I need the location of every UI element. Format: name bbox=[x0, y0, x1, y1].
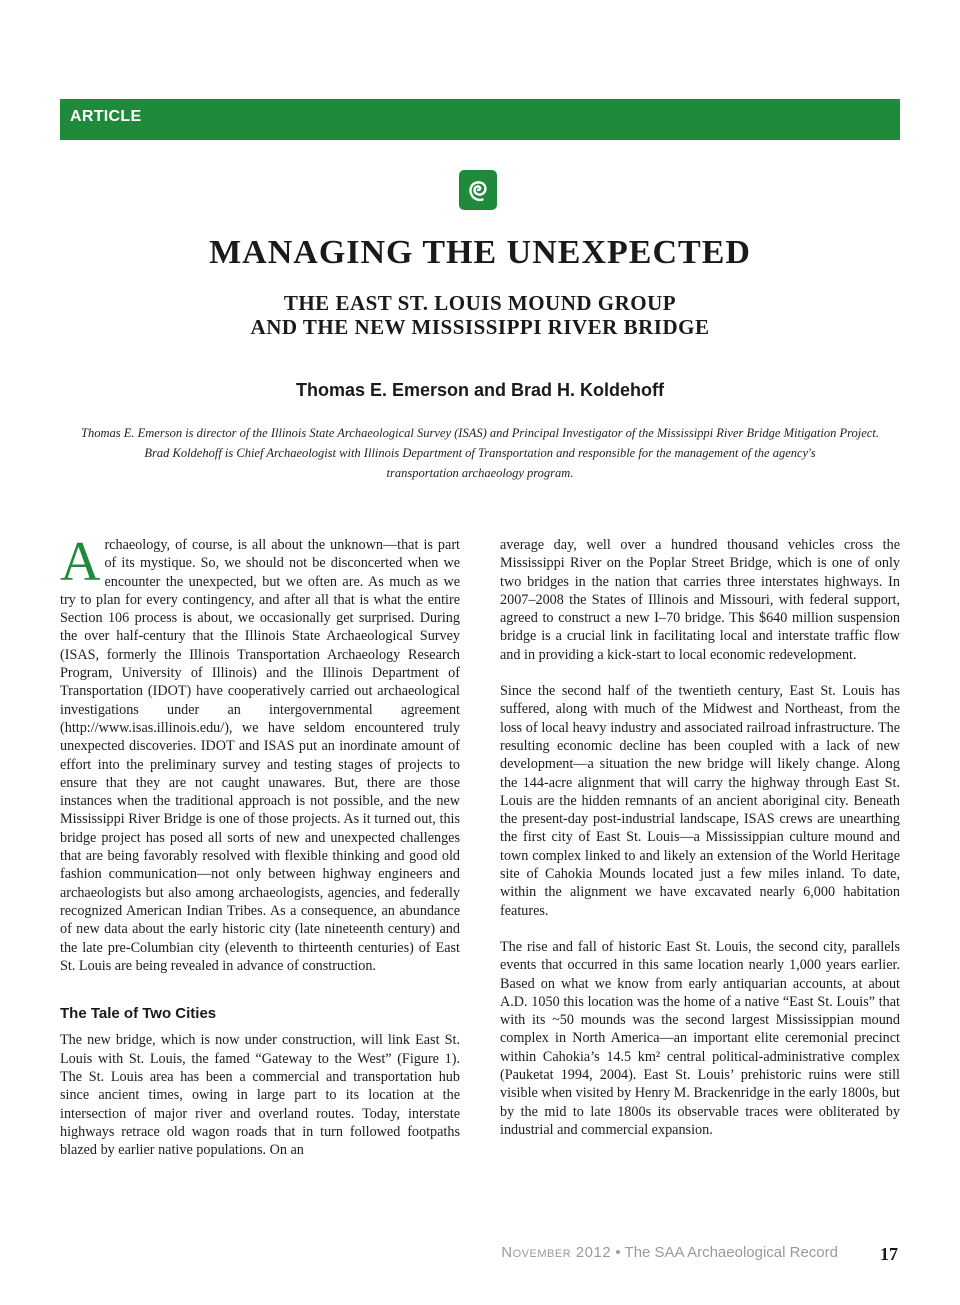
article-banner bbox=[60, 99, 900, 140]
footer-separator: • bbox=[615, 1244, 621, 1261]
author-bio-line-2: Brad Koldehoff is Chief Archaeologist with Illinois Department of Transportation and responsible for the management of the agency's bbox=[144, 446, 816, 460]
left-column bbox=[60, 531, 460, 1160]
subtitle-line-2: AND THE NEW MISSISSIPPI RIVER BRIDGE bbox=[250, 315, 710, 339]
body-paragraph: The rise and fall of historic East St. Louis, the second city, parallels events that occurred in this same location nearly 1,000 years earlier. Based on what we know from early antiquarian accounts, at about A.D. 1050 this location was the home of a native “East St. Louis” that with its ~50 mounds was the second largest Mississippian mound complex in North America—an important elite ceremonial precinct within Cahokia’s 14.5 km² central political-administrative complex (Pauketat 1994, 2004). East St. Louis’ prehistoric ruins were still visible when visited by Henry M. Brackenridge in the early 1800s, but by the mid to late 1800s its observable traces were obliterated by industrial and commercial expansion. bbox=[500, 938, 900, 1138]
section-heading: The Tale of Two Cities bbox=[60, 1005, 217, 1023]
footer-journal: The SAA Archaeological Record bbox=[624, 1244, 838, 1261]
body-paragraph: Since the second half of the twentieth century, East St. Louis has suffered, along with much of the Midwest and Northeast, from the loss of local heavy industry and associated railroad infrastructure. The resulting economic decline has been coupled with a lack of new development—a situation the new bridge will likely change. Along the 144-acre alignment that will carry the highway through East St. Louis are the hidden remnants of an ancient aboriginal city. Beneath the present-day post-industrial landscape, ISAS crews are unearthing the first city of East St. Louis—a Mississippian culture mound and town complex linked to and likely an extension of the World Heritage site of Cahokia Mounds located just a few miles inland. To date, within the alignment we have excavated nearly 6,000 habitation features. bbox=[500, 683, 900, 919]
spiral-icon bbox=[458, 169, 498, 211]
author-bio-line-3: transportation archaeology program. bbox=[386, 466, 574, 480]
body-paragraph: The new bridge, which is now under construction, will link East St. Louis with St. Louis, the famed “Gateway to the West” (Figure 1). The St. Louis area has been a commercial and transportation hub since ancient times, owing in large part to its location at the intersection of major river and overland routes. Today, interstate highways retrace old wagon roads that in turn followed footpaths blazed by earlier native populations. On an bbox=[60, 1032, 460, 1159]
footer-date: November 2012 bbox=[501, 1244, 612, 1261]
article-label: ARTICLE bbox=[70, 108, 142, 125]
body-paragraph: average day, well over a hundred thousand vehicles cross the Mississippi River on the Poplar Street Bridge, which is one of only two bridges in the nation that carries three interstates highways. In 2007–2008 the States of Illinois and Missouri, with federal support, agreed to construct a new I–70 bridge. This $640 million suspension bridge is a crucial link in facilitating local and interstate traffic flow and in providing a kick-start to local economic redevelopment. bbox=[500, 537, 900, 663]
intro-paragraph bbox=[60, 531, 460, 975]
article-title: MANAGING THE UNEXPECTED bbox=[209, 234, 751, 271]
page-footer bbox=[501, 1244, 838, 1261]
page-number: 17 bbox=[880, 1244, 898, 1264]
drop-cap: A bbox=[60, 531, 101, 593]
author-bio-line-1: Thomas E. Emerson is director of the Illinois State Archaeological Survey (ISAS) and Principal Investigator of the Mississippi River Bridge Mitigation Project. bbox=[81, 426, 879, 440]
right-column bbox=[500, 536, 900, 1157]
intro-text: rchaeology, of course, is all about the unknown—that is part of its mystique. So, we should not be disconcerted when we encounter the unexpected, but we often are. As much as we try to plan for every contingency, and after all that is what the entire Section 106 process is about, we occasionally get surprised. During the over half-century that the Illinois State Archaeological Survey (ISAS, formerly the Illinois Transportation Archaeology Research Program, University of Illinois) and the Illinois Department of Transportation (IDOT) have cooperatively carried out archaeological investigations under an intergovernmental agreement (http://www.isas.illinois.edu/), we have seldom encountered truly unexpected discoveries. IDOT and ISAS put an inordinate amount of effort into the preliminary survey and testing stages of projects to ensure that they are not caught unawares. But, there are those instances when the traditional approach is not possible, and the new Mississippi River Bridge is one of those projects. As it turned out, this bridge project has posed all sorts of new and unexpected challenges that are being favorably resolved with flexible thinking and good old fashion communication—not only between highway engineers and archaeologists but also among archaeologists, agencies, and federally recognized American Indian Tribes. As a consequence, an abundance of new data about the early historic city (late nineteenth century) and the late pre-Columbian city (eleventh to thirteenth centuries) of East St. Louis are being revealed in advance of construction. bbox=[60, 537, 460, 974]
authors: Thomas E. Emerson and Brad H. Koldehoff bbox=[295, 380, 665, 400]
subtitle-line-1: THE EAST ST. LOUIS MOUND GROUP bbox=[283, 291, 677, 315]
